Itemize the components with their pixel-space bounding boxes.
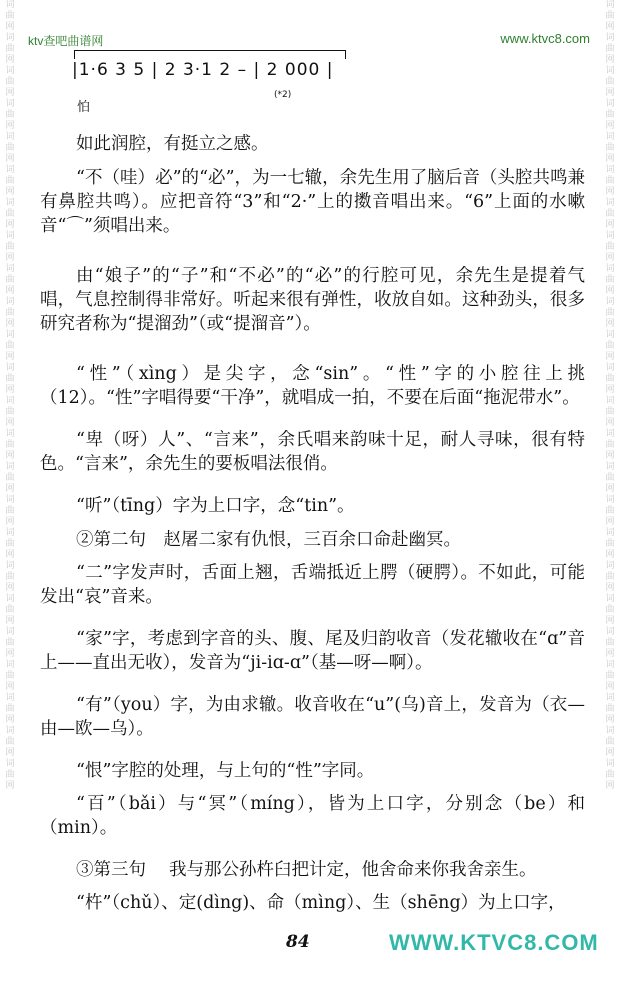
paragraph: “有”（you）字，为由求辙。收音收在“u”(乌)音上，发音为（衣—由—欧—乌）。 (40, 695, 585, 739)
paragraph: “不（哇）必”的“必”，为一七辙，余先生用了脑后音（头腔共鸣兼有鼻腔共鸣）。应把音符“3”和“2·”上的擞音唱出来。“6”上面的水嗽音“⌒”须唱出来。 (40, 168, 585, 236)
paragraph: “性”（xìng）是尖字，念“sin”。“性”字的小腔往上挑（12）。“性”字唱得要“干净”，就唱成一拍，不要在后面“拖泥带水”。 (40, 364, 585, 408)
paragraph: “杵”（chǔ）、定(dìng)、命（mìng）、生（shēng）为上口字， (76, 893, 566, 913)
watermark-site-name[interactable]: ktv查吧曲谱网 (28, 34, 104, 48)
page-number: 84 (286, 932, 310, 952)
bottom-watermark[interactable]: WWW.KTVC8.COM (389, 930, 599, 955)
score-footnote: (*2) (274, 90, 292, 100)
score-notes: |1·6 3 5 | 2 3·1 2 – | 2 000 | (72, 60, 334, 80)
paragraph: “听”（tīng）字为上口字，念“tin”。 (76, 496, 355, 516)
score-bracket (74, 50, 346, 59)
music-score (72, 50, 352, 90)
paragraph: “家”字，考虑到字音的头、腹、尾及归韵收音（发花辙收在“ɑ”音上——直出无收），发音为“ji-iɑ-ɑ”（基—呀—啊）。 (40, 629, 585, 673)
side-watermark-right: 词曲网词曲网词曲网词曲网词曲网词曲网词曲网词曲网词曲网词曲网词曲网词曲网词曲网词曲网词曲网词曲网词曲网词曲网词曲网词曲网词曲网词曲网词曲网词曲网 (605, 0, 615, 791)
paragraph: ③第三句 我与那公孙杵臼把计定，他舍命来你我舍亲生。 (76, 860, 537, 880)
paragraph: “恨”字腔的处理，与上句的“性”字同。 (76, 761, 375, 781)
paragraph: “百”（bǎi）与“冥”（míng），皆为上口字，分别念（be）和（min）。 (40, 794, 585, 838)
watermark-url[interactable]: www.ktvc8.com (500, 31, 590, 46)
paragraph: 由“娘子”的“子”和“不必”的“必”的行腔可见，余先生是提着气唱，气息控制得非常好。听起来很有弹性，收放自如。这种劲头，很多研究者称为“提溜劲”（或“提溜音”）。 (40, 266, 585, 334)
paragraph: ②第二句 赵屠二家有仇恨，三百余口命赴幽冥。 (76, 530, 461, 550)
side-watermark-left: 词曲网词曲网词曲网词曲网词曲网词曲网词曲网词曲网词曲网词曲网词曲网词曲网词曲网词曲网词曲网词曲网词曲网词曲网词曲网词曲网词曲网词曲网词曲网词曲网 (5, 0, 15, 791)
paragraph: “卑（呀）人”、“言来”，余氏唱来韵味十足，耐人寻味，很有特色。“言来”，余先生的要板唱法很俏。 (40, 430, 585, 474)
paragraph: 如此润腔，有挺立之感。 (76, 134, 269, 154)
paragraph: “二”字发声时，舌面上翘，舌端抵近上腭（硬腭）。不如此，可能发出“哀”音来。 (40, 563, 585, 607)
score-lyric: 怕 (77, 100, 91, 115)
